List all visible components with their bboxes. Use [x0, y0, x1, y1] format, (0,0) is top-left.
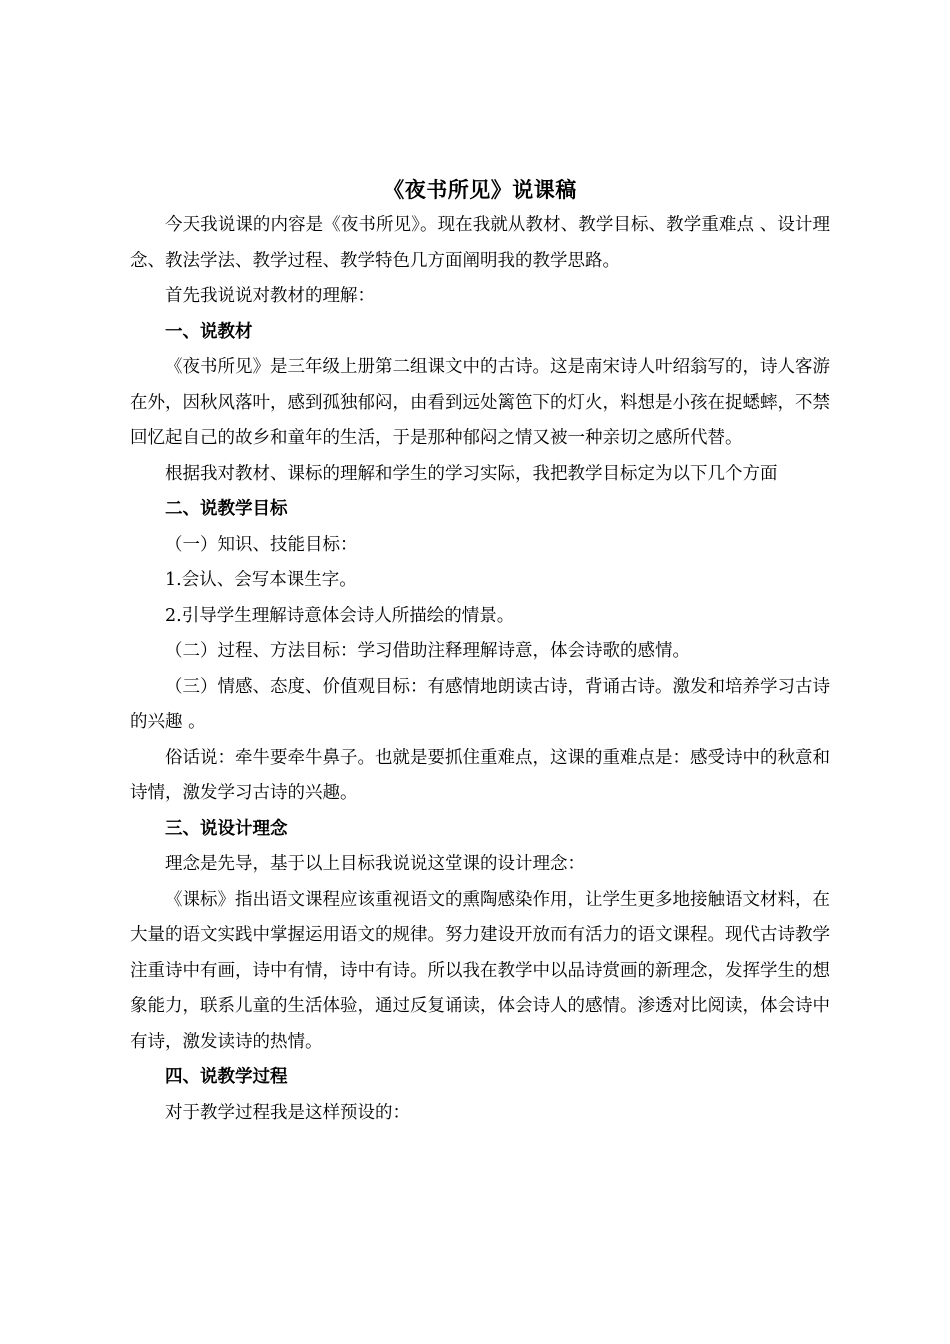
document-title: 《夜书所见》说课稿	[383, 177, 577, 202]
intro-paragraph: 今天我说课的内容是《夜书所见》。现在我就从教材、教学目标、教学重难点 、设计理念、教法学法、教学过程、教学特色几方面阐明我的教学思路。	[130, 215, 830, 271]
goal-item-1: 1.会认、会写本课生字。	[165, 570, 357, 590]
textbook-intro-paragraph: 首先我说说对教材的理解：	[165, 286, 375, 306]
goal-emotion: （三）情感、态度、价值观目标：有感情地朗读古诗，背诵古诗。激发和培养学习古诗的兴趣 。	[130, 676, 830, 732]
goal-item-2: 2.引导学生理解诗意体会诗人所描绘的情景。	[165, 605, 515, 626]
key-points-paragraph: 俗话说：牵牛要牵牛鼻子。也就是要抓住重难点，这课的重难点是：感受诗中的秋意和诗情，激发学习古诗的兴趣。	[130, 747, 830, 803]
section-heading-goals: 二、说教学目标	[165, 499, 288, 519]
goal-process: （二）过程、方法目标：学习借助注释理解诗意，体会诗歌的感情。	[165, 641, 690, 661]
goal-knowledge-heading: （一）知识、技能目标：	[165, 534, 358, 555]
concept-intro-paragraph: 理念是先导，基于以上目标我说说这堂课的设计理念：	[165, 854, 585, 874]
goals-intro-paragraph: 根据我对教材、课标的理解和学生的学习实际，我把教学目标定为以下几个方面	[165, 463, 778, 484]
section-heading-process: 四、说教学过程	[165, 1067, 288, 1087]
section-heading-concept: 三、说设计理念	[165, 818, 288, 839]
textbook-paragraph: 《夜书所见》是三年级上册第二组课文中的古诗。这是南宋诗人叶绍翁写的，诗人客游在外，因秋风落叶，感到孤独郁闷，由看到远处篱笆下的灯火，料想是小孩在捉蟋蟀，不禁回忆起自己的故乡和童年的生活，于是那种郁闷之情又被一种亲切之感所代替。	[130, 357, 830, 448]
process-intro-paragraph: 对于教学过程我是这样预设的：	[165, 1102, 410, 1123]
document-body	[130, 172, 830, 1131]
concept-paragraph: 《课标》指出语文课程应该重视语文的熏陶感染作用，让学生更多地接触语文材料，在大量的语文实践中掌握运用语文的规律。努力建设开放而有活力的语文课程。现代古诗教学注重诗中有画，诗中有情，诗中有诗。所以我在教学中以品诗赏画的新理念，发挥学生的想象能力，联系儿童的生活体验，通过反复诵读，体会诗人的感情。渗透对比阅读，体会诗中有诗，激发读诗的热情。	[130, 889, 830, 1052]
section-heading-textbook: 一、说教材	[165, 321, 253, 342]
